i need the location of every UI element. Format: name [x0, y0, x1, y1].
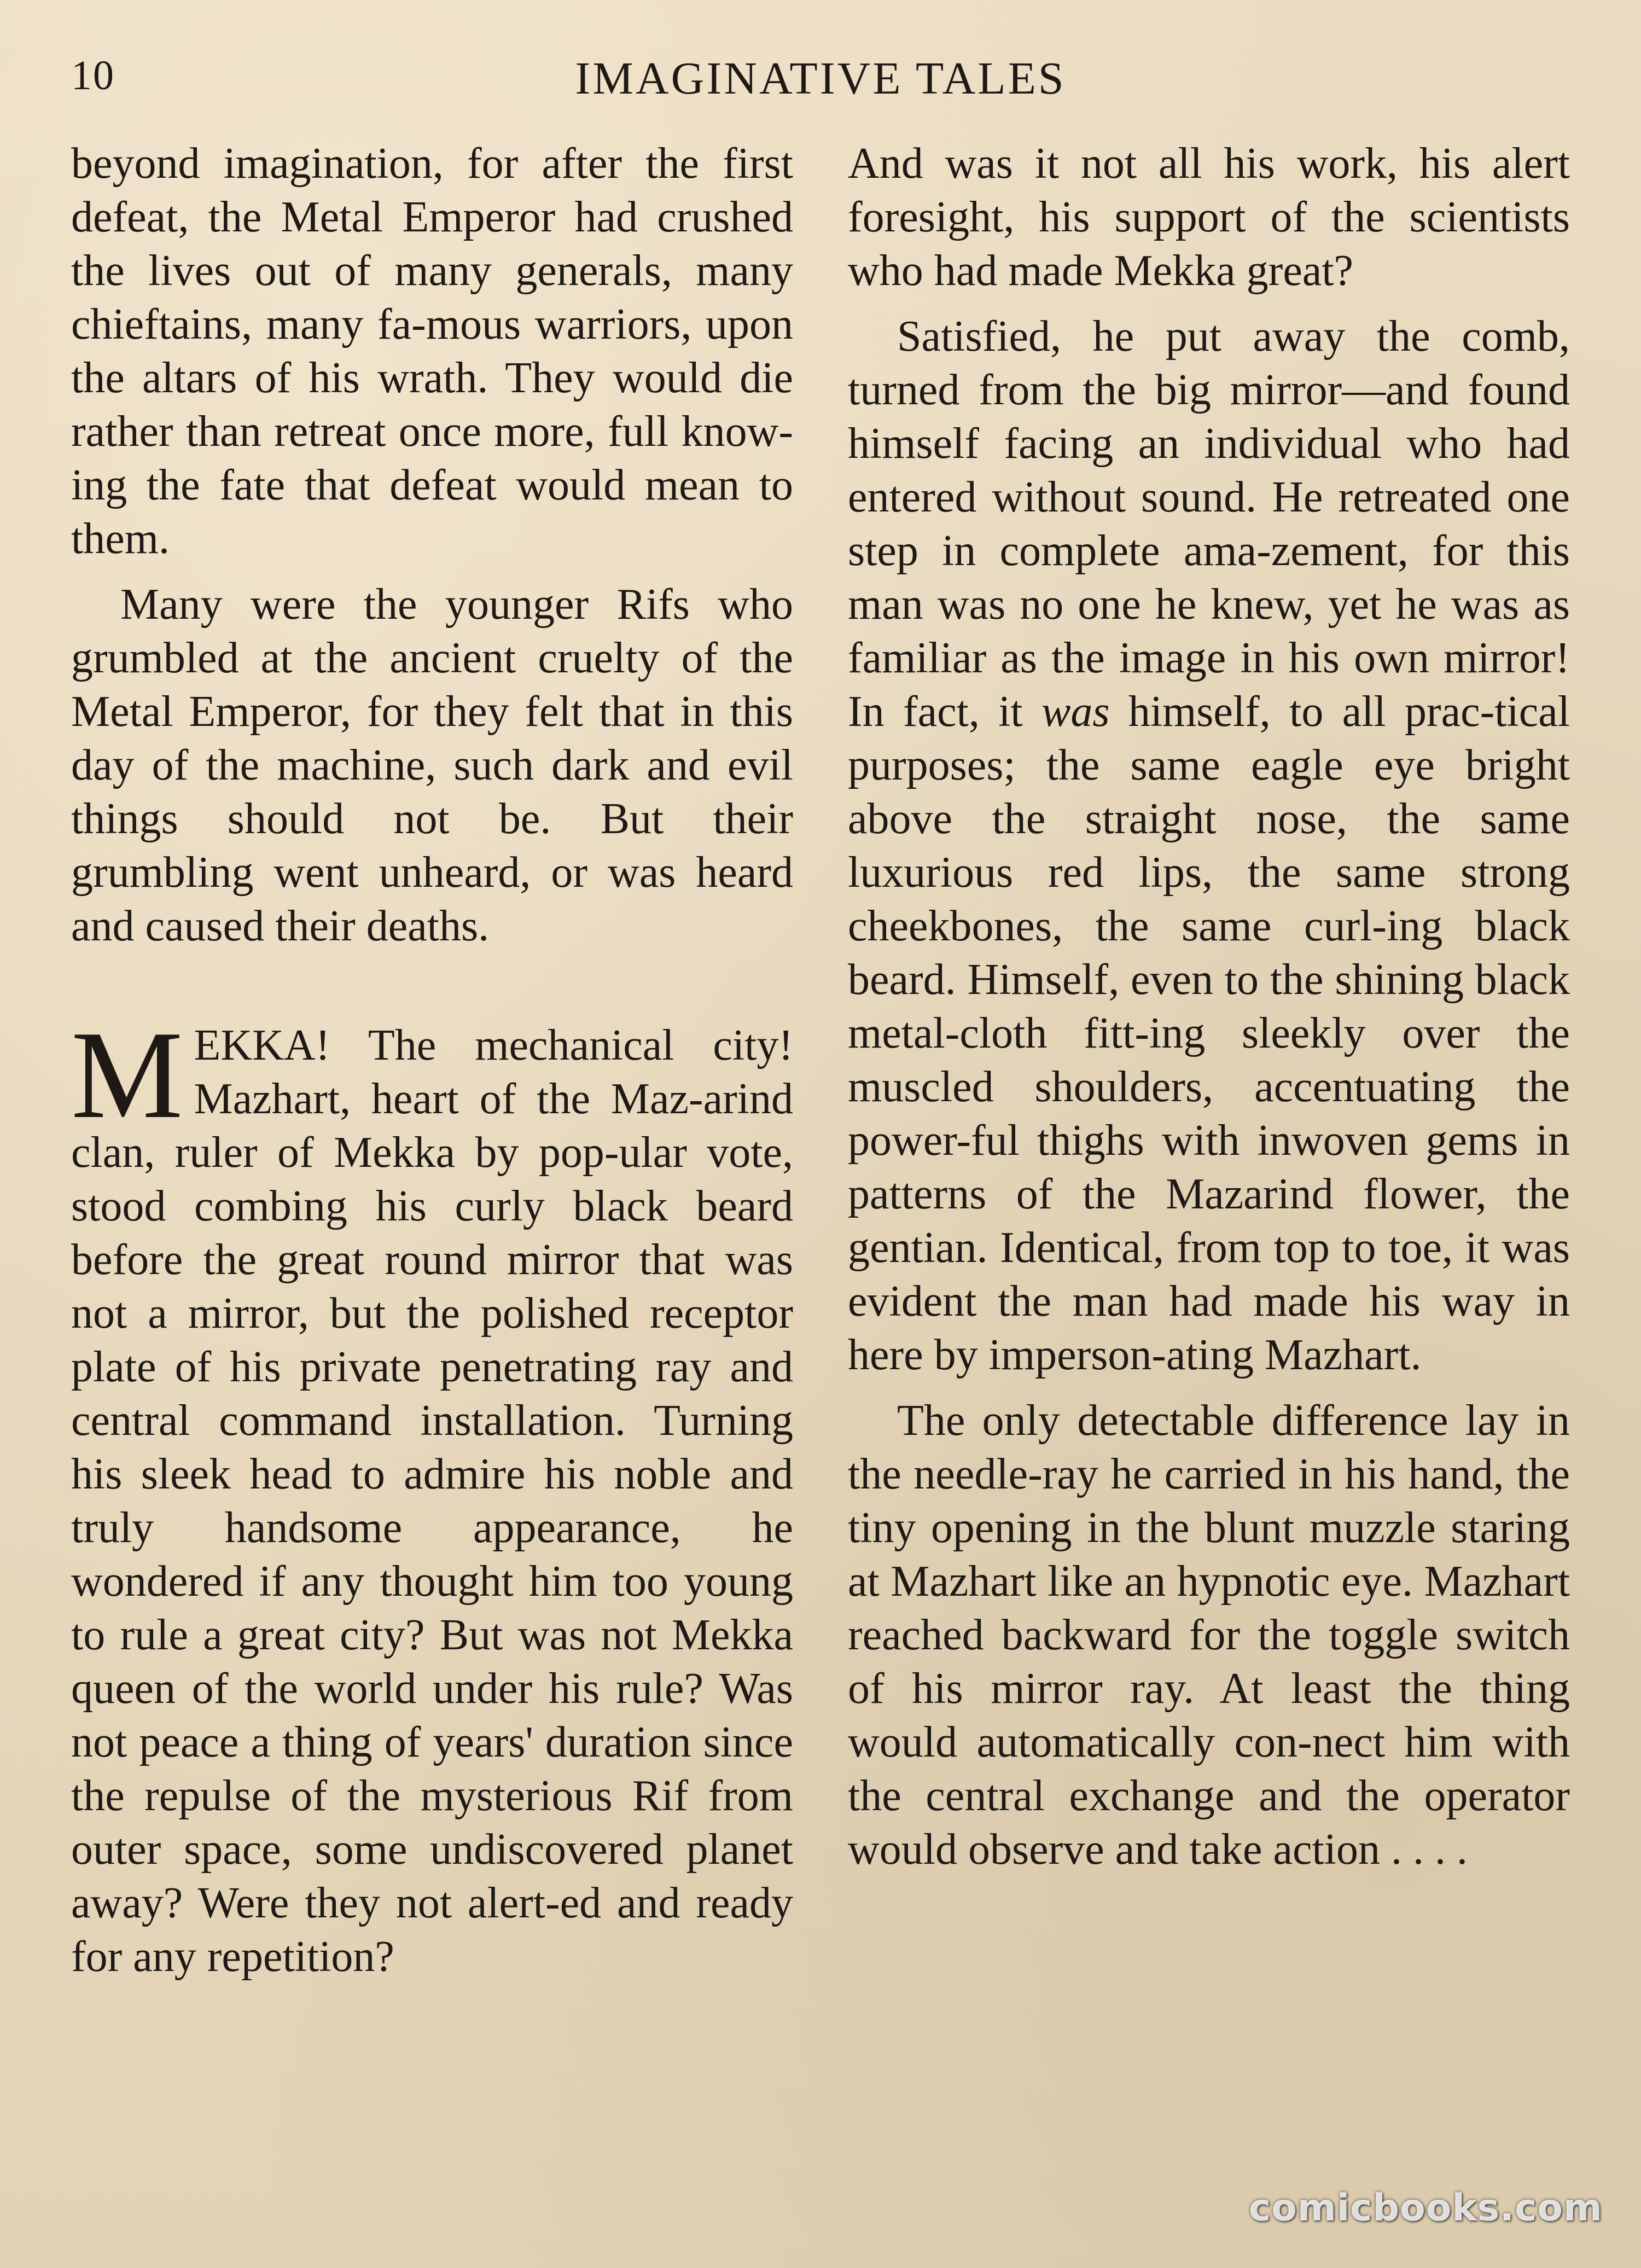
watermark: comicbooks.com: [1248, 2186, 1603, 2230]
paragraph: Many were the younger Rifs who grumbled at the ancient cruelty of the Metal Emperor, for they felt that in this day of the machine, such dark and evil things should not be. But their grumbling went unheard, or was heard and caused their deaths.: [71, 580, 793, 950]
paragraph: And was it not all his work, his alert foresight, his support of the scientists who had made Mekka great?: [848, 139, 1570, 295]
italic-word: was: [1041, 688, 1110, 736]
left-column: [71, 137, 793, 1996]
page-header: [71, 52, 1570, 112]
running-title: IMAGINATIVE TALES: [575, 53, 1066, 104]
page-number: 10: [71, 53, 115, 98]
paragraph-text: Satisfied, he put away the comb, turned from the big mirror—and found himself facing an individual who had entered without sound. He retreated one step in complete ama-zement, for this man was no one he knew, yet he was as familiar as the image in his own mirror! In fact, it: [848, 312, 1570, 736]
chapter-opening-paragraph: [71, 1005, 793, 1984]
paragraph: The only detectable difference lay in the needle-ray he carried in his hand, the tiny opening in the blunt muzzle staring at Mazhart like an hypnotic eye. Mazhart reached backward for the toggle switch of his mirror ray. At least the thing would automatically con-nect him with the central exchange and the operator would observe and take action . . . .: [848, 1397, 1570, 1874]
paragraph: [848, 310, 1570, 1382]
paragraph: beyond imagination, for after the first defeat, the Metal Emperor had crushed the lives out of many generals, many chieftains, many fa-mous warriors, upon the altars of his wrath. They would die rather than retreat once more, full know-ing the fate that defeat would mean to them.: [71, 139, 793, 563]
drop-cap: M: [71, 1005, 183, 1144]
right-column: [848, 137, 1570, 1888]
paragraph-text: EKKA! The mechanical city! Mazhart, heart of the Maz-arind clan, ruler of Mekka by pop-ular vote, stood combing his curly black beard before the great round mirror that was not a mirror, but the polished receptor plate of his private penetrating ray and central command installation. Turning his sleek head to admire his noble and truly handsome appearance, he wondered if any thought him too young to rule a great city? But was not Mekka queen of the world under his rule? Was not peace a thing of years' duration since the repulse of the mysterious Rif from outer space, some undiscovered planet away? Were they not alert-ed and ready for any repetition?: [71, 1021, 793, 1981]
paragraph-text: himself, to all prac-tical purposes; the same eagle eye bright above the straight nose, the same luxurious red lips, the same strong cheekbones, the same curl-ing black beard. Himself, even to the shining black metal-cloth fitt-ing sleekly over the muscled shoulders, accentuating the power-ful thighs with inwoven gems in patterns of the Mazarind flower, the gentian. Identical, from top to toe, it was evident the man had made his way in here by imperson-ating Mazhart.: [848, 688, 1570, 1379]
